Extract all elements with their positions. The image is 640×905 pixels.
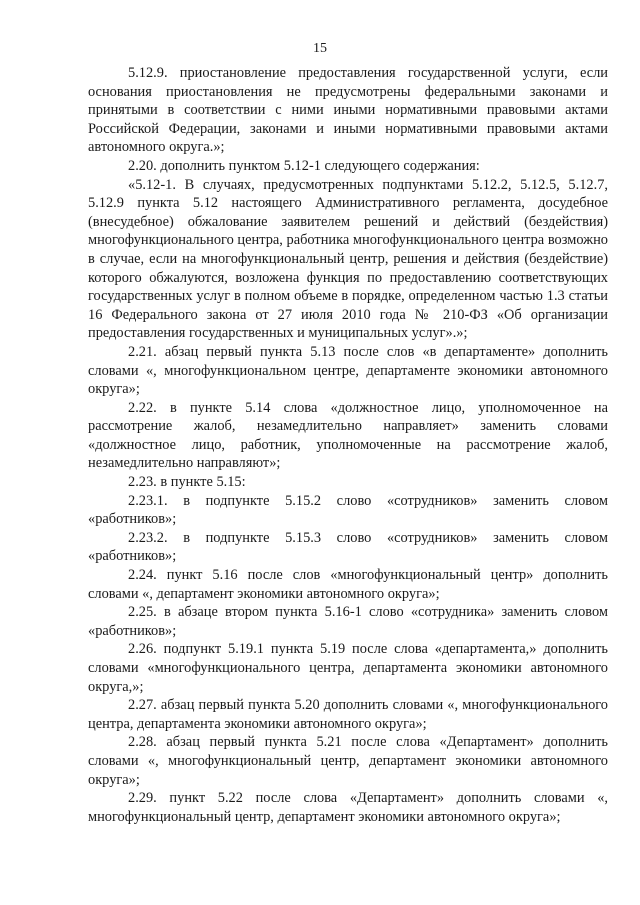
paragraph-2-26: 2.26. подпункт 5.19.1 пункта 5.19 после слова «департамента,» дополнить словами «многофункционального центра, департамента экономики автономного округа,»; — [88, 641, 608, 695]
paragraph-5-12-1: «5.12-1. В случаях, предусмотренных подпунктами 5.12.2, 5.12.5, 5.12.7, 5.12.9 пункта 5.12 настоящего Административного регламента, досудебное (внесудебное) обжалование заявителем решений и действий (бездействия) многофункционального центра, работника многофункционального центра возможно в случае, если на многофункциональный центр, решения и действия (бездействие) которого обжалуются, возложена функция по предоставлению соответствующих государственных услуг в полном объеме в порядке, определенном частью 1.3 статьи 16 Федерального закона от 27 июля 2010 года № 210-ФЗ «Об организации предоставления государственных и муниципальных услуг».»; — [88, 176, 608, 342]
paragraph-2-23-2: 2.23.2. в подпункте 5.15.3 слово «сотрудников» заменить словом «работников»; — [88, 529, 608, 565]
paragraph-2-27: 2.27. абзац первый пункта 5.20 дополнить словами «, многофункционального центра, департамента экономики автономного округа»; — [88, 697, 608, 732]
paragraph-2-28: 2.28. абзац первый пункта 5.21 после слова «Департамент» дополнить словами «, многофункциональный центр, департамент экономики автономного округа»; — [88, 734, 608, 788]
paragraph-5-12-9: 5.12.9. приостановление предоставления государственной услуги, если основания приостановления не предусмотрены федеральными законами и принятыми в соответствии с ними иными нормативными правовыми актами Российской Федерации, законами и иными нормативными правовыми актами автономного округа.»; — [88, 65, 608, 156]
paragraph-2-22: 2.22. в пункте 5.14 слова «должностное лицо, уполномоченное на рассмотрение жалоб, незамедлительно направляет» заменить словами «должностное лицо, работник, уполномоченные на рассмотрение жалоб, незамедлительно направляют»; — [88, 399, 608, 472]
paragraph-2-20: 2.20. дополнить пунктом 5.12-1 следующего содержания: — [128, 157, 480, 174]
paragraph-2-25: 2.25. в абзаце втором пункта 5.16-1 слово «сотрудника» заменить словом «работников»; — [88, 604, 608, 639]
paragraph-2-23-1: 2.23.1. в подпункте 5.15.2 слово «сотрудников» заменить словом «работников»; — [88, 492, 608, 528]
page-number: 15 — [313, 41, 327, 56]
document-body — [88, 64, 608, 826]
paragraph-2-23: 2.23. в пункте 5.15: — [128, 474, 246, 491]
paragraph-2-29: 2.29. пункт 5.22 после слова «Департамент» дополнить словами «, многофункциональный центр, департамент экономики автономного округа»; — [88, 790, 608, 825]
paragraph-2-24: 2.24. пункт 5.16 после слов «многофункциональный центр» дополнить словами «, департамент экономики автономного округа»; — [88, 567, 608, 602]
paragraph-2-21: 2.21. абзац первый пункта 5.13 после слов «в департаменте» дополнить словами «, многофункциональном центре, департаменте экономики автономного округа»; — [88, 343, 608, 398]
